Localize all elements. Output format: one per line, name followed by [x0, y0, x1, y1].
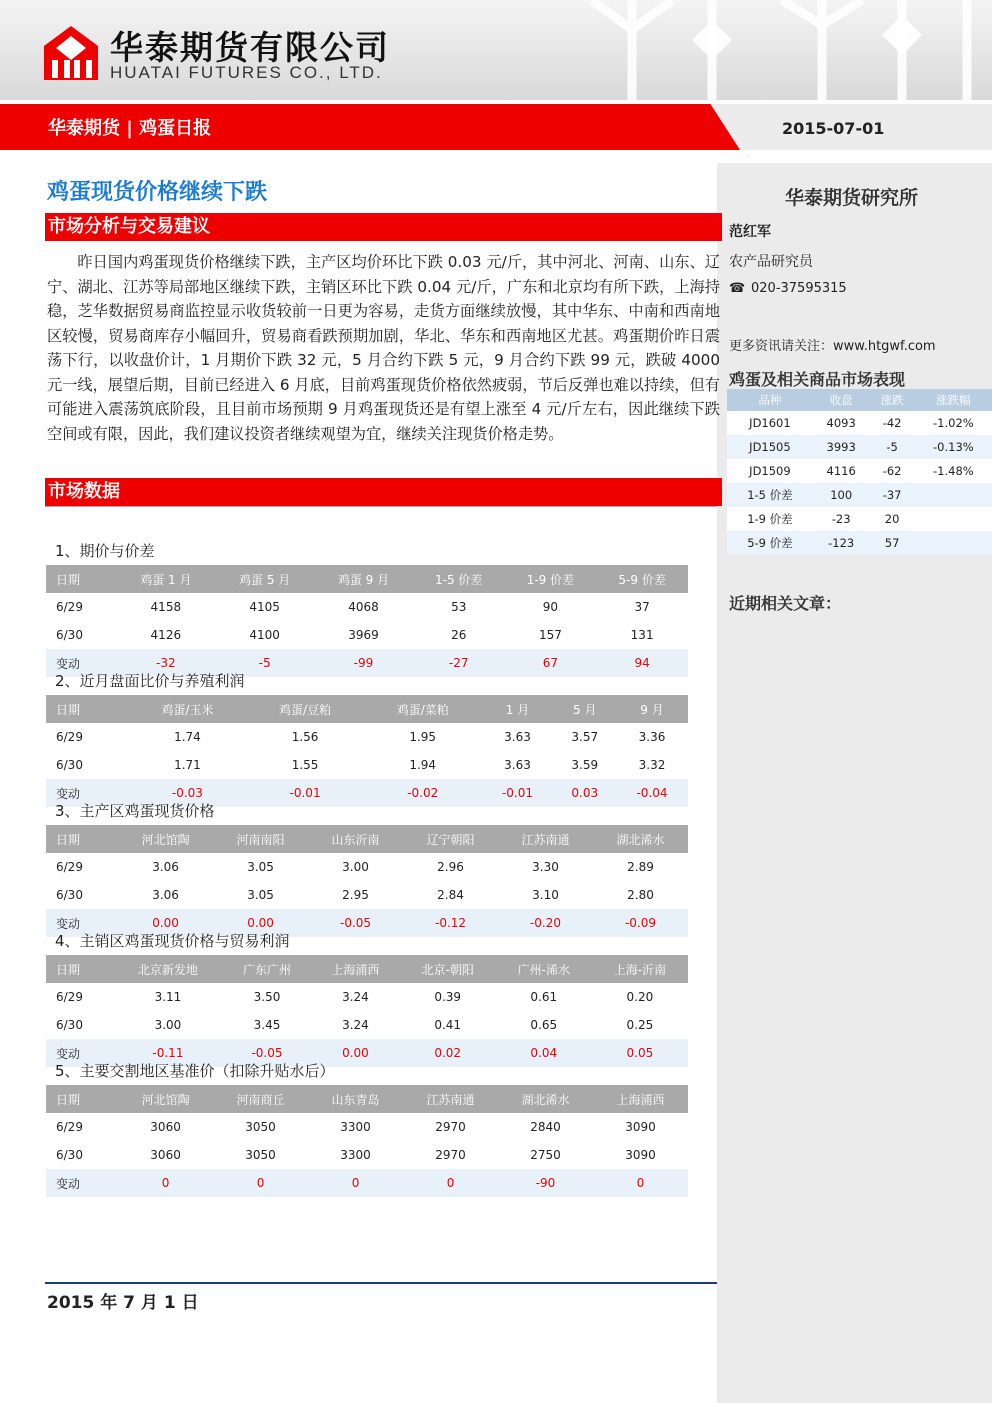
change-cell: 0 — [118, 1169, 213, 1197]
table-header-cell: 5 月 — [553, 695, 616, 723]
market-row — [727, 483, 992, 507]
market-cell: -1.02% — [915, 411, 992, 435]
table-cell: 2840 — [530, 1120, 561, 1134]
table-cell: 3.45 — [253, 1018, 281, 1032]
table-header-cell: 山东沂南 — [308, 825, 403, 853]
table-cell: 2.96 — [437, 860, 464, 874]
page-title: 鸡蛋现货价格继续下跌 — [47, 180, 268, 205]
table-cell: 3050 — [245, 1120, 276, 1134]
table-title: 4、主销区鸡蛋现货价格与贸易利润 — [55, 932, 290, 950]
change-cell: -5 — [215, 649, 314, 677]
table-row — [46, 593, 688, 621]
table-row — [46, 881, 688, 909]
table-header-cell: 北京新发地 — [113, 955, 223, 983]
table-header-cell: 日期 — [46, 825, 118, 853]
table-cell: 3060 — [150, 1148, 181, 1162]
market-cell — [915, 483, 992, 507]
table-cell: 3.36 — [638, 730, 666, 744]
change-cell: 67 — [505, 649, 597, 677]
phone-number: 020-37595315 — [751, 281, 847, 296]
table-cell: 6/29 — [56, 990, 83, 1004]
table-row — [46, 751, 688, 779]
table-header-cell: 日期 — [46, 565, 116, 593]
change-cell: -99 — [314, 649, 413, 677]
table-cell: 53 — [451, 600, 467, 614]
table-cell: 4126 — [150, 628, 182, 642]
table-cell: 3.11 — [154, 990, 182, 1004]
change-cell: -90 — [498, 1169, 593, 1197]
market-cell: 20 — [869, 507, 914, 531]
table-cell: 2.80 — [627, 888, 654, 902]
table-cell: 1.74 — [174, 730, 201, 744]
phone-icon: ☎ — [729, 281, 746, 296]
report-banner — [0, 104, 992, 150]
table-cell: 6/29 — [56, 600, 83, 614]
table-title: 3、主产区鸡蛋现货价格 — [55, 802, 215, 820]
table-cell: 0.20 — [626, 990, 654, 1004]
table-cell: 3.63 — [504, 730, 531, 744]
table-cell: 157 — [538, 628, 562, 642]
market-performance-title: 鸡蛋及相关商品市场表现 — [729, 370, 906, 389]
section-heading-analysis: 市场分析与交易建议 — [45, 213, 722, 241]
data-table — [46, 695, 688, 807]
footer-date: 2015 年 7 月 1 日 — [47, 1293, 199, 1313]
change-cell: 94 — [596, 649, 688, 677]
market-header-cell: 涨跌幅 — [915, 389, 992, 411]
table-header-cell: 江苏南通 — [498, 825, 593, 853]
table-header-cell: 鸡蛋/豆粕 — [246, 695, 364, 723]
market-header-cell: 收盘 — [813, 389, 870, 411]
table-cell: 3.24 — [342, 990, 369, 1004]
change-cell: 0.04 — [496, 1039, 592, 1067]
table-cell: 2.89 — [627, 860, 654, 874]
company-logo-icon — [42, 24, 100, 82]
change-cell: 0.00 — [118, 909, 213, 937]
change-cell: 0 — [213, 1169, 308, 1197]
change-cell: -32 — [116, 649, 215, 677]
market-cell: 3993 — [813, 435, 870, 459]
data-table — [46, 955, 688, 1067]
table-cell: 3.10 — [532, 888, 559, 902]
data-table — [46, 1085, 688, 1197]
table-row — [46, 983, 688, 1011]
table-cell: 2970 — [435, 1120, 466, 1134]
market-cell — [915, 531, 992, 555]
table-header-cell: 上海浦西 — [311, 955, 399, 983]
market-cell: 5-9 价差 — [727, 531, 813, 555]
change-cell: -0.01 — [482, 779, 554, 807]
table-cell: 3.59 — [571, 758, 599, 772]
change-cell: 变动 — [46, 909, 118, 937]
data-table — [46, 565, 688, 677]
table-cell: 37 — [634, 600, 650, 614]
change-cell: 0.00 — [213, 909, 308, 937]
table-header-cell: 1-9 价差 — [505, 565, 597, 593]
table-row — [46, 1141, 688, 1169]
table-header-cell: 山东青岛 — [308, 1085, 403, 1113]
table-cell: 3.24 — [342, 1018, 369, 1032]
table-cell: 0.25 — [626, 1018, 654, 1032]
table-cell: 3.06 — [152, 860, 179, 874]
change-cell: -0.02 — [364, 779, 482, 807]
market-cell: 1-5 价差 — [727, 483, 813, 507]
table-cell: 3.05 — [247, 860, 274, 874]
table-cell: 2750 — [530, 1148, 561, 1162]
report-date: 2015-07-01 — [782, 119, 885, 138]
table-cell: 3.57 — [571, 730, 599, 744]
table-cell: 3.32 — [638, 758, 666, 772]
change-cell: 0 — [403, 1169, 498, 1197]
change-cell: -0.20 — [498, 909, 593, 937]
table-cell: 6/30 — [56, 1018, 83, 1032]
market-cell: -123 — [813, 531, 870, 555]
table-cell: 3969 — [348, 628, 379, 642]
market-cell: -42 — [869, 411, 914, 435]
market-cell: -62 — [869, 459, 914, 483]
table-header-cell: 1 月 — [482, 695, 554, 723]
table-cell: 2.95 — [342, 888, 369, 902]
table-row — [46, 723, 688, 751]
table-row — [46, 621, 688, 649]
table-cell: 3.00 — [154, 1018, 182, 1032]
change-cell: 0 — [308, 1169, 403, 1197]
change-cell: -0.09 — [593, 909, 688, 937]
table-header-row — [46, 825, 688, 853]
change-cell: 变动 — [46, 1039, 113, 1067]
change-cell: -0.05 — [308, 909, 403, 937]
market-cell: 1-9 价差 — [727, 507, 813, 531]
change-cell: 0.03 — [553, 779, 616, 807]
table-header-cell: 日期 — [46, 1085, 118, 1113]
table-header-cell: 河北馆陶 — [118, 1085, 213, 1113]
table-cell: 6/30 — [56, 758, 83, 772]
institute-title: 华泰期货研究所 — [785, 187, 919, 209]
decorative-graphic — [572, 0, 992, 100]
change-cell: -0.11 — [113, 1039, 223, 1067]
table-cell: 3050 — [245, 1148, 276, 1162]
table-cell: 3300 — [340, 1148, 371, 1162]
market-cell: 4093 — [813, 411, 870, 435]
table-cell: 3.06 — [152, 888, 179, 902]
section-heading-data: 市场数据 — [45, 478, 722, 506]
table-row — [46, 853, 688, 881]
header-band — [0, 0, 992, 100]
market-cell: JD1601 — [727, 411, 813, 435]
table-cell: 6/30 — [56, 628, 83, 642]
market-cell: -0.13% — [915, 435, 992, 459]
table-cell: 4100 — [249, 628, 280, 642]
change-cell: 变动 — [46, 1169, 118, 1197]
table-header-cell: 江苏南通 — [403, 1085, 498, 1113]
table-header-cell: 辽宁朝阳 — [403, 825, 498, 853]
table-header-cell: 上海浦西 — [593, 1085, 688, 1113]
table-header-row — [46, 695, 688, 723]
table-cell: 3300 — [340, 1120, 371, 1134]
change-cell: -27 — [413, 649, 505, 677]
table-cell: 3.00 — [342, 860, 369, 874]
table-cell: 3.63 — [504, 758, 531, 772]
table-header-cell: 5-9 价差 — [596, 565, 688, 593]
table-title: 5、主要交割地区基准价（扣除升贴水后） — [55, 1062, 335, 1080]
table-cell: 6/29 — [56, 860, 83, 874]
table-cell: 4068 — [348, 600, 379, 614]
table-header-cell: 河南南阳 — [213, 825, 308, 853]
market-cell: -23 — [813, 507, 870, 531]
table-header-cell: 鸡蛋 5 月 — [215, 565, 314, 593]
table-header-cell: 日期 — [46, 695, 129, 723]
table-header-row — [46, 955, 688, 983]
change-cell: 0.05 — [592, 1039, 688, 1067]
market-row — [727, 507, 992, 531]
table-header-cell: 1-5 价差 — [413, 565, 505, 593]
change-cell: -0.12 — [403, 909, 498, 937]
change-cell: 变动 — [46, 649, 116, 677]
phone-line — [729, 281, 847, 296]
table-header-cell: 湖北浠水 — [593, 825, 688, 853]
sidebar — [717, 163, 992, 1403]
market-cell: -37 — [869, 483, 914, 507]
company-name-en: HUATAI FUTURES CO., LTD. — [110, 63, 383, 82]
data-table — [46, 825, 688, 937]
table-cell: 3090 — [625, 1148, 656, 1162]
market-cell: -1.48% — [915, 459, 992, 483]
table-cell: 6/29 — [56, 1120, 83, 1134]
table-cell: 1.56 — [291, 730, 319, 744]
table-cell: 4158 — [150, 600, 182, 614]
market-cell: JD1509 — [727, 459, 813, 483]
table-cell: 1.55 — [291, 758, 319, 772]
table-header-row — [46, 1085, 688, 1113]
analyst-name: 范红军 — [729, 224, 771, 240]
market-header-cell: 涨跌 — [869, 389, 914, 411]
table-header-cell: 上海-沂南 — [592, 955, 688, 983]
market-cell: 4116 — [813, 459, 870, 483]
table-cell: 1.94 — [409, 758, 437, 772]
table-header-cell: 河北馆陶 — [118, 825, 213, 853]
market-row — [727, 459, 992, 483]
table-header-cell: 鸡蛋 9 月 — [314, 565, 413, 593]
change-cell: 0 — [593, 1169, 688, 1197]
table-header-cell: 鸡蛋 1 月 — [116, 565, 215, 593]
table-cell: 3.30 — [532, 860, 559, 874]
change-cell: -0.03 — [129, 779, 247, 807]
change-cell: -0.04 — [616, 779, 688, 807]
table-cell: 2970 — [435, 1148, 466, 1162]
market-cell — [915, 507, 992, 531]
table-header-row — [46, 565, 688, 593]
table-cell: 0.65 — [530, 1018, 558, 1032]
table-row — [46, 1011, 688, 1039]
table-cell: 0.41 — [434, 1018, 462, 1032]
table-cell: 1.71 — [174, 758, 201, 772]
table-title: 2、近月盘面比价与养殖利润 — [55, 672, 245, 690]
market-cell: 100 — [813, 483, 870, 507]
market-cell: 57 — [869, 531, 914, 555]
change-cell: -0.01 — [246, 779, 364, 807]
analysis-paragraph: 昨日国内鸡蛋现货价格继续下跌，主产区均价环比下跌 0.03 元/斤，其中河北、河南、山东、辽宁、湖北、江苏等局部地区继续下跌，主销区环比下跌 0.04 元/斤，广东和北京均有所下跌，上海持稳，芝华数据贸易商监控显示收货较前一日更为容易，走货方面继续放慢，其中华东、中南和西南地区较慢，贸易商库存小幅回升，贸易商看跌预期加剧，华北、华东和西南地区尤甚。鸡蛋期价昨日震荡下行，以收盘价计，1 月期价下跌 32 元，5 月合约下跌 5 元，9 月合约下跌 99 元，跌破 4000 元一线，展望后期，目前已经进入 6 月底，目前鸡蛋现货价格依然疲弱，节后反弹也难以持续，但有可能进入震荡筑底阶段，且目前市场预期 9 月鸡蛋现货还是有望上涨至 4 元/斤左右，因此继续下跌空间或有限，因此，我们建议投资者继续观望为宜，继续关注现货价格走势。 — [47, 253, 720, 443]
table-cell: 0.39 — [434, 990, 462, 1004]
change-cell: 0.00 — [311, 1039, 399, 1067]
table-cell: 3.50 — [253, 990, 281, 1004]
table-header-cell: 湖北浠水 — [498, 1085, 593, 1113]
change-cell: 0.02 — [400, 1039, 496, 1067]
table-cell: 131 — [630, 628, 654, 642]
related-articles-title: 近期相关文章： — [729, 594, 842, 613]
table-title: 1、期价与价差 — [55, 542, 155, 560]
report-name: 华泰期货 | 鸡蛋日报 — [48, 118, 212, 139]
change-cell: -0.05 — [223, 1039, 311, 1067]
table-cell: 3.05 — [247, 888, 274, 902]
table-header-cell: 鸡蛋/菜粕 — [364, 695, 482, 723]
market-row — [727, 435, 992, 459]
table-cell: 3090 — [625, 1120, 656, 1134]
market-header-cell: 品种 — [727, 389, 813, 411]
table-row — [46, 1113, 688, 1141]
more-info-link[interactable]: 更多资讯请关注：www.htgwf.com — [729, 339, 936, 354]
analyst-role: 农产品研究员 — [729, 254, 813, 270]
table-header-cell: 9 月 — [616, 695, 688, 723]
table-cell: 6/30 — [56, 888, 83, 902]
table-change-row — [46, 1169, 688, 1197]
table-cell: 90 — [542, 600, 559, 614]
company-name-cn: 华泰期货有限公司 — [110, 28, 390, 67]
table-cell: 1.95 — [409, 730, 437, 744]
market-performance-table — [727, 389, 992, 555]
market-cell: JD1505 — [727, 435, 813, 459]
table-cell: 4105 — [249, 600, 280, 614]
table-header-cell: 广东广州 — [223, 955, 311, 983]
table-header-cell: 广州-浠水 — [496, 955, 592, 983]
table-cell: 6/29 — [56, 730, 83, 744]
table-cell: 0.61 — [530, 990, 558, 1004]
market-row — [727, 531, 992, 555]
table-header-cell: 鸡蛋/玉米 — [129, 695, 247, 723]
table-header-cell: 北京-朝阳 — [400, 955, 496, 983]
table-cell: 6/30 — [56, 1148, 83, 1162]
table-cell: 3060 — [150, 1120, 181, 1134]
table-header-cell: 河南商丘 — [213, 1085, 308, 1113]
table-header-cell: 日期 — [46, 955, 113, 983]
table-cell: 26 — [451, 628, 467, 642]
divider — [45, 506, 717, 507]
change-cell: 变动 — [46, 779, 129, 807]
table-cell: 2.84 — [437, 888, 464, 902]
market-cell: -5 — [869, 435, 914, 459]
footer-divider — [45, 1282, 717, 1284]
market-row — [727, 411, 992, 435]
